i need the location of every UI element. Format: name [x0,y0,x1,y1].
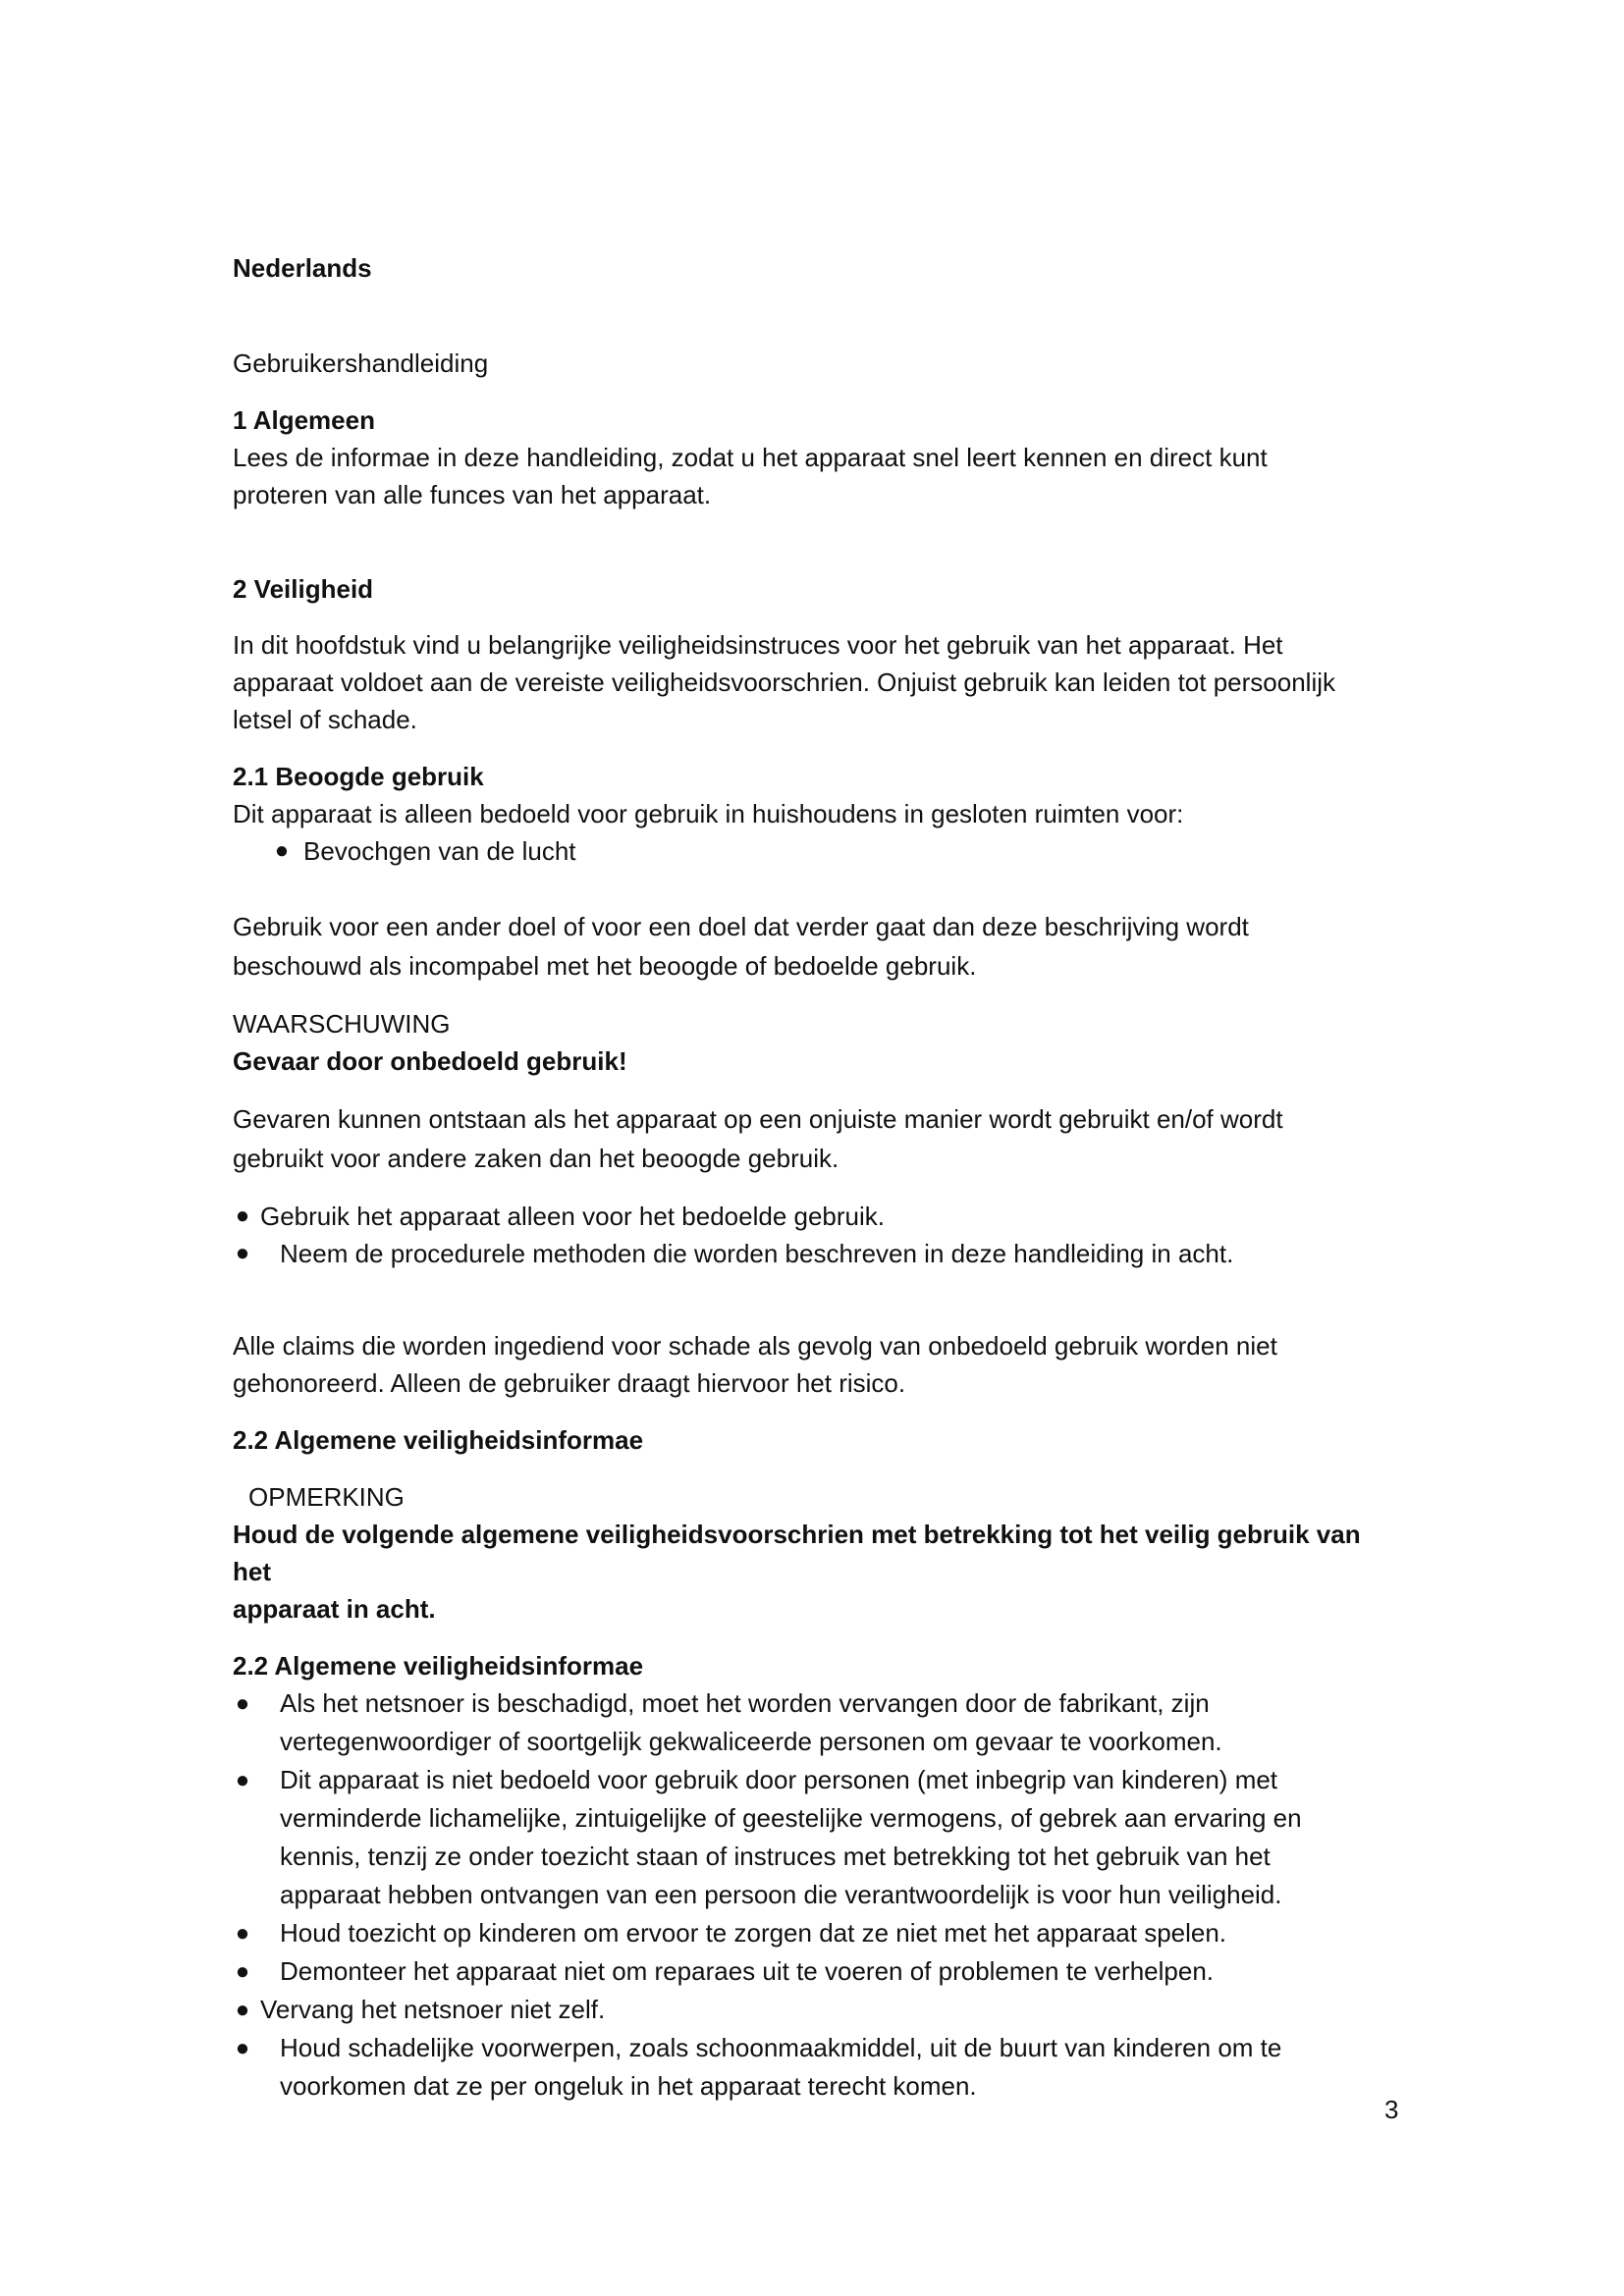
section-1-heading: 1 Algemeen [233,405,375,435]
bullet-icon: ● [235,1958,250,1985]
list-item: ● Gebruik het apparaat alleen voor het bedoelde gebruik. [233,1198,1391,1235]
document-page [233,249,1391,2106]
bullet-icon: ● [235,1202,250,1229]
section-2-1-bullets [233,832,1391,870]
section-2-text: In dit hoofdstuk vind u belangrijke veiligheidsinstruces voor het gebruik van het apparaat. Het apparaat voldoet aan de vereiste veiligheidsvoorschrien. Onjuist gebruik kan leiden tot persoonlijk letsel of schade. [233,630,1336,734]
bullet-icon: ● [235,2035,250,2061]
bullet-icon: ● [274,837,290,864]
warning-text: Gevaren kunnen ontstaan als het apparaat op een onjuiste manier wordt gebruikt en/of wordt gebruikt voor andere zaken dan het beoogde gebruik. [233,1104,1283,1173]
list-item: ● Dit apparaat is niet bedoeld voor gebruik door personen (met inbegrip van kinderen) met verminderde lichamelijke, zintuigelijke of geestelijke vermogens, of gebrek aan ervaring en kennis, tenzij ze onder toezicht staan of instruces met betrekking tot het gebruik van het apparaat hebben ontvangen van een persoon die verantwoordelijk is voor hun veiligheid. [233,1761,1391,1914]
section-2-2-heading: 2.2 Algemene veiligheidsinformae [233,1425,644,1455]
bullet-icon: ● [235,1240,250,1266]
warning-title: Gevaar door onbedoeld gebruik! [233,1046,627,1076]
list-item: ● Vervang het netsnoer niet zelf. [233,1991,1391,2029]
note-text: Houd de volgende algemene veiligheidsvoorschrien met betrekking tot het veilig gebruik van het apparaat in acht. [233,1520,1361,1624]
warning-label: WAARSCHUWING [233,1009,451,1039]
section-2-1-paragraph: Gebruik voor een ander doel of voor een doel dat verder gaat dan deze beschrijving wordt beschouwd als incompabel met het beoogde of bedoelde gebruik. [233,912,1249,981]
section-2-2-heading-repeat: 2.2 Algemene veiligheidsinformae [233,1651,644,1681]
note-label: OPMERKING [248,1482,405,1512]
claims-paragraph: Alle claims die worden ingediend voor schade als gevolg van onbedoeld gebruik worden niet gehonoreerd. Alleen de gebruiker draagt hiervoor het risico. [233,1331,1277,1398]
bullet-icon: ● [235,1767,250,1793]
list-item: ● Als het netsnoer is beschadigd, moet het worden vervangen door de fabrikant, zijn vertegenwoordiger of soortgelijk gekwaliceerde personen om gevaar te voorkomen. [233,1684,1391,1761]
list-item: ● Bevochgen van de lucht [233,832,1391,870]
bullet-icon: ● [235,1920,250,1947]
language-heading: Nederlands [233,253,372,283]
list-item: ● Neem de procedurele methoden die worden beschreven in deze handleiding in acht. [233,1235,1391,1272]
warning-bullets [233,1198,1391,1272]
list-item: ● Demonteer het apparaat niet om reparaes uit te voeren of problemen te verhelpen. [233,1952,1391,1991]
list-item: ● Houd toezicht op kinderen om ervoor te zorgen dat ze niet met het apparaat spelen. [233,1914,1391,1952]
section-2-1-heading: 2.1 Beoogde gebruik [233,762,484,791]
doc-title: Gebruikershandleiding [233,348,489,378]
section-1-text: Lees de informae in deze handleiding, zodat u het apparaat snel leert kennen en direct kunt proteren van alle funces van het apparaat. [233,443,1268,509]
page-number: 3 [1384,2095,1399,2124]
list-item: ● Houd schadelijke voorwerpen, zoals schoonmaakmiddel, uit de buurt van kinderen om te voorkomen dat ze per ongeluk in het apparaat terecht komen. [233,2029,1391,2106]
safety-bullets [233,1684,1391,2106]
section-2-1-intro: Dit apparaat is alleen bedoeld voor gebruik in huishoudens in gesloten ruimten voor: [233,799,1184,828]
bullet-icon: ● [235,1997,250,2023]
section-2-heading: 2 Veiligheid [233,574,374,604]
bullet-icon: ● [235,1690,250,1717]
